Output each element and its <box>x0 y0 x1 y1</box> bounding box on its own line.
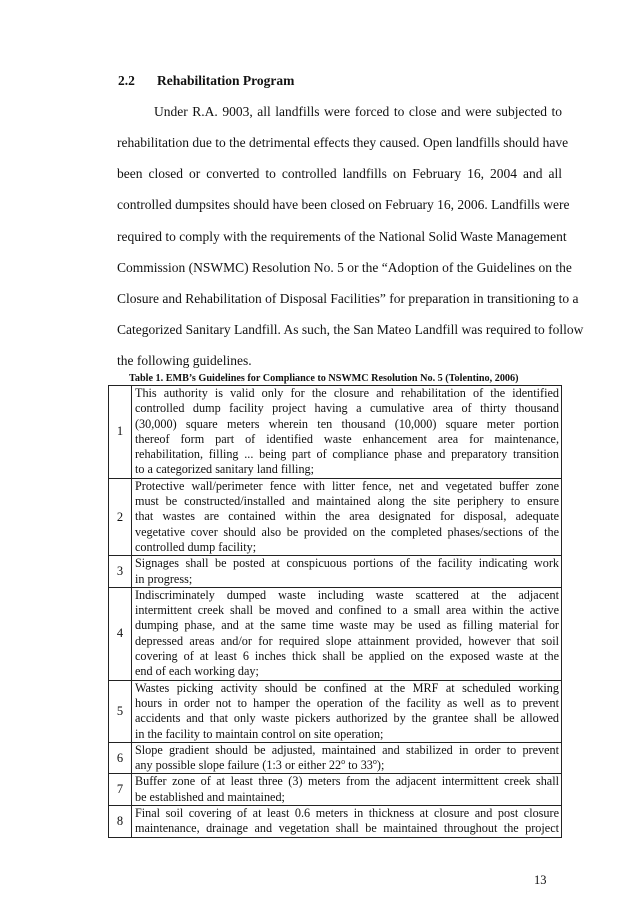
row-text <box>132 742 562 774</box>
row-line: depressed areas and/or for required slope attainment provided, however that soil <box>135 633 559 648</box>
paragraph-line: rehabilitation due to the detrimental effects they caused. Open landfills should have <box>117 135 569 150</box>
table-row <box>109 680 562 742</box>
row-line: accidents and that only waste pickers authorized by the grantee shall be allowed <box>135 711 559 726</box>
row-line: Slope gradient should be adjusted, maintained and stabilized in order to prevent <box>135 742 559 757</box>
row-line: Signages shall be posted at conspicuous portions of the facility indicating work <box>135 556 559 571</box>
row-line: to a categorized sanitary land filling; <box>135 462 315 477</box>
slope-text: ); <box>376 758 385 773</box>
row-line: maintenance, drainage and vegetation shall be maintained throughout the project <box>135 821 559 836</box>
row-text <box>132 774 562 806</box>
row-line: must be constructed/installed and maintained along the site periphery to ensure <box>135 494 559 509</box>
table-row <box>109 587 562 680</box>
table-row <box>109 386 562 479</box>
row-text <box>132 587 562 680</box>
row-line: in progress; <box>135 571 193 586</box>
row-text <box>132 806 562 838</box>
row-number: 2 <box>109 478 132 555</box>
table-row <box>109 478 562 555</box>
row-line: Buffer zone of at least three (3) meters from the adjacent intermittent creek shall <box>135 774 559 789</box>
table-caption: Table 1. EMB’s Guidelines for Compliance to NSWMC Resolution No. 5 (Tolentino, 2006) <box>129 373 519 384</box>
row-line: dumping phase, and at the same time waste may be used as filling material for <box>135 618 559 633</box>
row-line: Final soil covering of at least 0.6 meters in thickness at closure and post closure <box>135 806 559 821</box>
guidelines-table <box>108 385 562 838</box>
table-row <box>109 556 562 588</box>
row-number: 4 <box>109 587 132 680</box>
degree-mark: o <box>341 757 346 767</box>
slope-text: any possible slope failure (1:3 or either 22 <box>135 758 342 773</box>
row-line: controlled dump facility project having a cumulative area of thirty thousand <box>135 401 559 416</box>
row-line: intermittent creek shall be moved and confined to a small area within the active <box>135 603 559 618</box>
row-line: rehabilitation, filling ... being part of compliance phase and preparatory transition <box>135 447 559 462</box>
paragraph-line: Closure and Rehabilitation of Disposal Facilities” for preparation in transitioning to a <box>117 291 579 306</box>
paragraph-line: been closed or converted to controlled landfills on February 16, 2004 and all <box>117 166 562 181</box>
row-number: 8 <box>109 806 132 838</box>
row-line: Protective wall/perimeter fence with litter fence, net and vegetated buffer zone <box>135 478 559 493</box>
row-text <box>132 478 562 555</box>
section-title: Rehabilitation Program <box>157 73 295 88</box>
paragraph-line: the following guidelines. <box>117 353 252 368</box>
paragraph-line: Under R.A. 9003, all landfills were forced to close and were subjected to <box>154 104 562 119</box>
section-heading <box>118 73 294 89</box>
paragraph-line: Categorized Sanitary Landfill. As such, the San Mateo Landfill was required to follow <box>117 322 584 337</box>
table-row <box>109 806 562 838</box>
table-row <box>109 742 562 774</box>
paragraph-line: required to comply with the requirements of the National Solid Waste Management <box>117 229 567 244</box>
row-number: 1 <box>109 386 132 479</box>
row-text <box>132 556 562 588</box>
row-line: that wastes are contained within the area designated for disposal, adequate <box>135 509 559 524</box>
row-line: This authority is valid only for the closure and rehabilitation of the identified <box>135 386 559 400</box>
row-line: controlled dump facility; <box>135 539 257 554</box>
section-number: 2.2 <box>118 73 135 88</box>
slope-text: to 33 <box>345 758 373 773</box>
row-number: 5 <box>109 680 132 742</box>
row-text <box>132 680 562 742</box>
row-text <box>132 386 562 479</box>
row-line: vegetative cover should also be provided on the completed phases/sections of the <box>135 524 559 539</box>
page-number: 13 <box>534 873 547 887</box>
table-row <box>109 774 562 806</box>
paragraph-line: controlled dumpsites should have been closed on February 16, 2006. Landfills were <box>117 197 570 212</box>
row-line: be established and maintained; <box>135 789 285 804</box>
row-line <box>135 758 559 773</box>
row-line: Indiscriminately dumped waste including waste scattered at the adjacent <box>135 587 559 602</box>
row-line: in the facility to maintain control on site operation; <box>135 726 384 741</box>
row-number: 7 <box>109 774 132 806</box>
degree-mark: o <box>372 757 377 767</box>
row-number: 3 <box>109 556 132 588</box>
row-line: covering of at least 6 inches thick shall be applied on the exposed waste at the <box>135 649 559 664</box>
row-number: 6 <box>109 742 132 774</box>
row-line: (30,000) square meters wherein ten thousand (10,000) square meter portion <box>135 416 559 431</box>
row-line: thereof form part of identified waste enhancement area for maintenance, <box>135 431 559 446</box>
paragraph-line: Commission (NSWMC) Resolution No. 5 or the “Adoption of the Guidelines on the <box>117 260 572 275</box>
row-line: hours in order not to hamper the operation of the facility as well as to prevent <box>135 695 559 710</box>
row-line: Wastes picking activity should be confined at the MRF at scheduled working <box>135 680 559 695</box>
row-line: end of each working day; <box>135 664 259 679</box>
